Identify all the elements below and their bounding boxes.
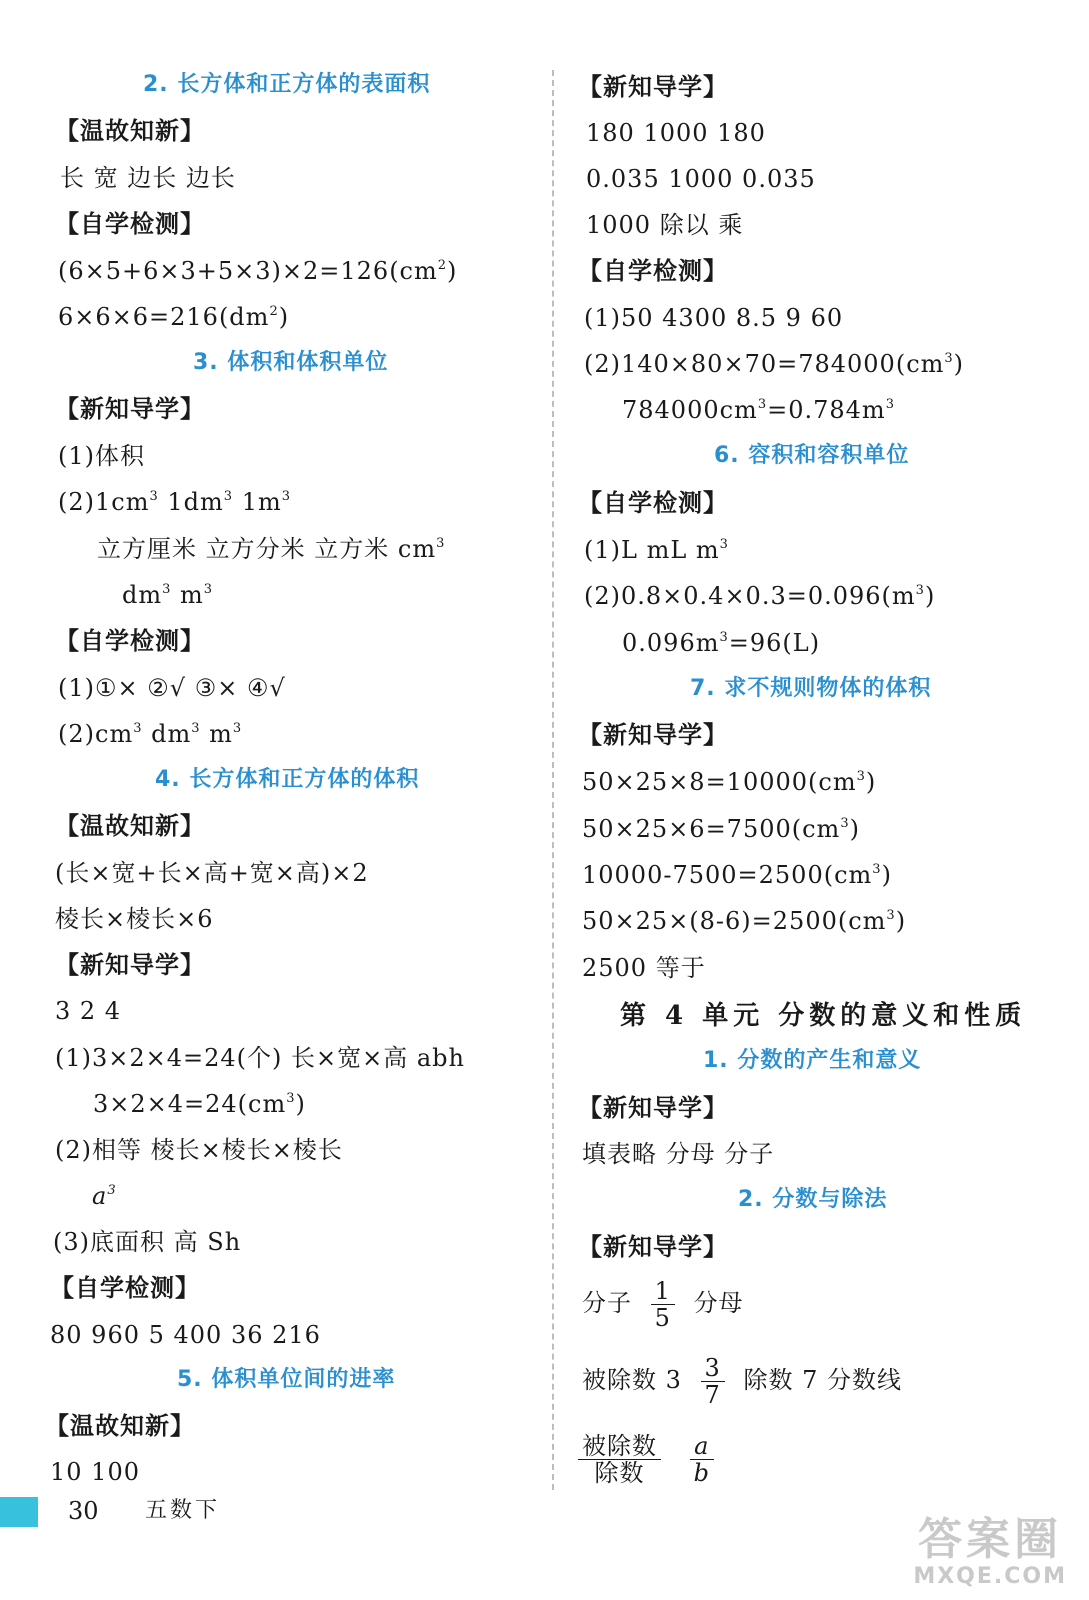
answer-line: 1000 除以 乘 — [586, 211, 744, 239]
answer-line: 0.035 1000 0.035 — [586, 165, 816, 193]
answer-line: 长 宽 边长 边长 — [60, 164, 236, 192]
section-title: 4. 长方体和正方体的体积 — [155, 767, 420, 792]
watermark — [913, 1516, 1067, 1590]
section-tag: 【温故知新】 — [55, 812, 205, 840]
answer-line: 10 100 — [50, 1458, 140, 1486]
answer-line: 3 2 4 — [55, 997, 122, 1025]
watermark-logo: 答案圈 — [918, 1514, 1063, 1565]
fraction-line — [582, 1352, 902, 1408]
section-tag: 【自学检测】 — [55, 210, 205, 238]
answer-line: $50\times 25\times 8=10000(cm^3)$ — [582, 768, 877, 796]
section-tag: 【新知导学】 — [578, 73, 728, 101]
answer-line: 80 960 5 400 36 216 — [50, 1321, 321, 1349]
answer-line: 立方厘米 立方分米 立方米 $cm^3$ — [97, 535, 446, 563]
fraction-numerator: a — [690, 1433, 714, 1460]
fraction-denominator: 7 — [704, 1381, 721, 1409]
section-tag: 【温故知新】 — [45, 1412, 195, 1440]
fraction-denominator: 除数 — [594, 1459, 645, 1487]
fraction-numerator: 被除数 — [578, 1433, 661, 1460]
fraction-label: 分子 — [582, 1289, 632, 1317]
fraction-line — [582, 1275, 744, 1331]
answer-line: 180 1000 180 — [586, 119, 766, 147]
fraction-label: 分母 — [693, 1289, 744, 1317]
answer-line: $dm^3$ $m^3$ — [122, 581, 214, 609]
fraction-denominator: b — [693, 1459, 711, 1487]
section-title: 2. 长方体和正方体的表面积 — [143, 72, 431, 97]
answer-line: (2)相等 棱长×棱长×棱长 — [55, 1136, 343, 1164]
page-number: 30 — [68, 1497, 99, 1525]
answer-line: $50\times 25\times(8-6)=2500(cm^3)$ — [582, 907, 907, 935]
answer-line: $0.096m^3=96(L)$ — [622, 629, 821, 657]
section-tag: 【新知导学】 — [578, 1233, 728, 1261]
section-title: 1. 分数的产生和意义 — [703, 1048, 922, 1073]
footer-color-bar — [0, 1497, 38, 1527]
section-tag: 【自学检测】 — [50, 1274, 200, 1302]
fraction-line — [578, 1430, 724, 1486]
word-fraction — [578, 1433, 661, 1486]
column-divider — [552, 70, 554, 1490]
fraction-numerator: 1 — [651, 1278, 675, 1305]
section-tag: 【新知导学】 — [578, 721, 728, 749]
answer-line: (1)体积 — [58, 442, 145, 470]
book-label: 五数下 — [145, 1498, 221, 1523]
answer-line: $(2)1cm^3$ $1dm^3$ $1m^3$ — [58, 488, 291, 516]
section-tag: 【自学检测】 — [578, 489, 728, 517]
answer-line: $6\times 6\times 6=216(dm^2)$ — [58, 303, 290, 331]
answer-line: 填表略 分母 分子 — [582, 1140, 775, 1168]
answer-line: $3\times 2\times 4=24(cm^3)$ — [93, 1090, 306, 1118]
answer-line: 棱长×棱长×6 — [55, 905, 214, 933]
section-tag: 【新知导学】 — [55, 951, 205, 979]
watermark-url: MXQE.COM — [913, 1564, 1067, 1589]
section-title: 2. 分数与除法 — [738, 1187, 888, 1212]
section-title: 6. 容积和容积单位 — [714, 443, 910, 468]
answer-line: (1)L mL $m^3$ — [584, 536, 729, 564]
section-tag: 【自学检测】 — [55, 627, 205, 655]
answer-line: (长×宽+长×高+宽×高)×2 — [55, 859, 369, 887]
fraction-numerator: 3 — [701, 1355, 725, 1382]
unit-title: 第 4 单元 分数的意义和性质 — [620, 1001, 1027, 1031]
section-tag: 【新知导学】 — [55, 395, 205, 423]
answer-line: $784000cm^3=0.784m^3$ — [622, 396, 895, 424]
answer-line: (1)3×2×4=24(个) 长×宽×高 abh — [55, 1044, 466, 1072]
section-title: 7. 求不规则物体的体积 — [690, 676, 932, 701]
answer-line: $(2)140\times 80\times 70=784000(cm^3)$ — [584, 350, 965, 378]
answer-line: $a^3$ — [92, 1182, 117, 1210]
section-title: 5. 体积单位间的进率 — [177, 1367, 396, 1392]
fraction-label: 除数 7 分数线 — [743, 1366, 902, 1394]
answer-line: $50\times 25\times 6=7500(cm^3)$ — [582, 815, 860, 843]
section-tag: 【新知导学】 — [578, 1094, 728, 1122]
section-tag: 【温故知新】 — [55, 117, 205, 145]
fraction — [701, 1355, 725, 1408]
fraction-label: 被除数 3 — [582, 1366, 682, 1394]
answer-line: $(2)0.8\times 0.4\times 0.3=0.096(m^3)$ — [584, 582, 936, 610]
fraction — [651, 1278, 675, 1331]
answer-line: (1)50 4300 8.5 9 60 — [584, 304, 844, 332]
answer-line: $(2)cm^3$ $dm^3$ $m^3$ — [58, 720, 243, 748]
answer-line: $10000-7500=2500(cm^3)$ — [582, 861, 892, 889]
fraction-denominator: 5 — [654, 1304, 671, 1332]
answer-line: 2500 等于 — [582, 954, 706, 982]
answer-line: (3)底面积 高 Sh — [53, 1228, 242, 1256]
answer-line: $(6\times 5+6\times 3+5\times 3)\times 2=126(cm^2)$ — [58, 257, 458, 285]
answer-line: (1)①× ②√ ③× ④√ — [58, 674, 286, 702]
section-tag: 【自学检测】 — [578, 257, 728, 285]
letter-fraction — [690, 1433, 714, 1486]
section-title: 3. 体积和体积单位 — [193, 350, 389, 375]
